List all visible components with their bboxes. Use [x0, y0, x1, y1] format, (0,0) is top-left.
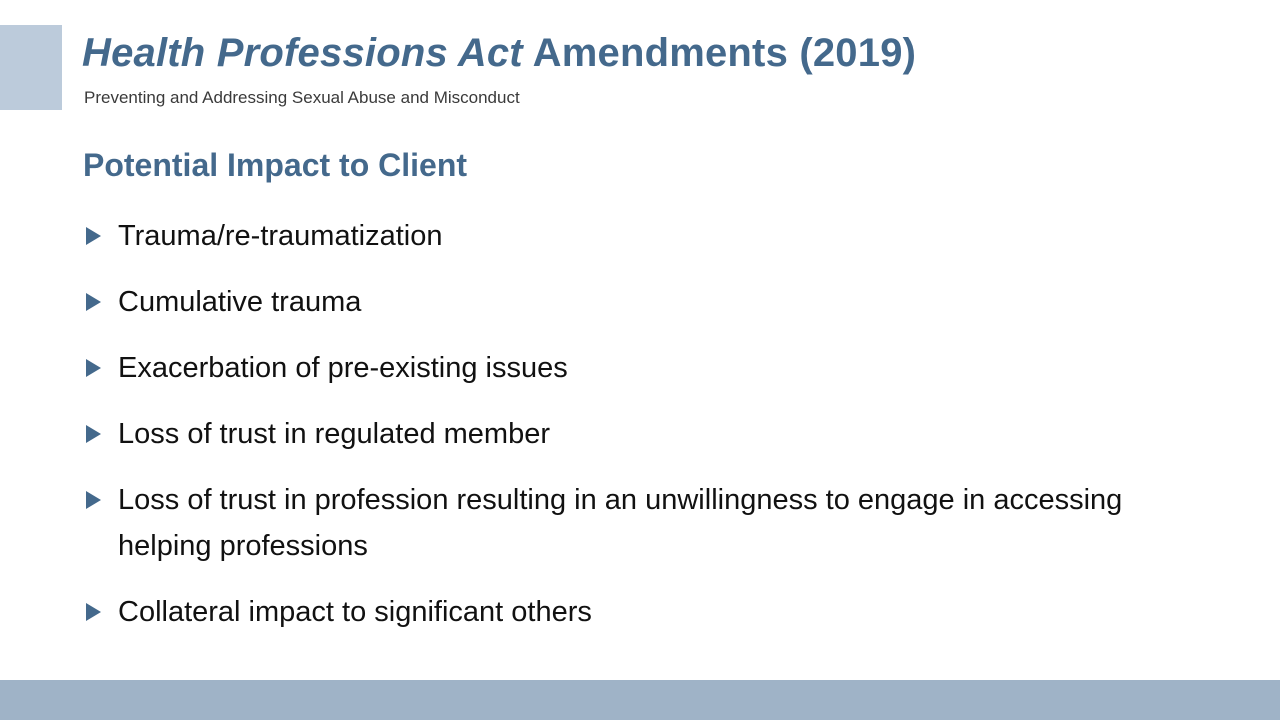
- triangle-right-icon: [86, 491, 101, 509]
- triangle-right-icon: [86, 603, 101, 621]
- triangle-right-icon: [86, 425, 101, 443]
- bullet-text: Exacerbation of pre-existing issues: [118, 352, 568, 384]
- bullet-item: [86, 218, 1186, 259]
- bullet-text: Loss of trust in profession resulting in an unwillingness to engage in accessing helping professions: [118, 484, 1123, 562]
- bullet-item: [86, 284, 1186, 325]
- triangle-right-icon: [86, 293, 101, 311]
- bullet-item: [86, 416, 1186, 457]
- bullet-item: [86, 350, 1186, 391]
- bullet-item: [86, 482, 1186, 569]
- slide-title: [82, 28, 916, 78]
- bullet-text: Loss of trust in regulated member: [118, 418, 550, 450]
- slide-title-rest: Amendments (2019): [522, 31, 917, 75]
- triangle-right-icon: [86, 359, 101, 377]
- triangle-right-icon: [86, 227, 101, 245]
- bullet-text: Trauma/re-traumatization: [118, 220, 443, 252]
- bullet-text: Cumulative trauma: [118, 286, 362, 318]
- slide-subtitle: Preventing and Addressing Sexual Abuse and Misconduct: [84, 88, 520, 107]
- bullet-item: [86, 594, 1186, 635]
- footer-bar: [0, 680, 1280, 720]
- slide-title-italic: Health Professions Act: [82, 31, 523, 75]
- title-accent-block: [0, 25, 62, 110]
- bullet-text: Collateral impact to significant others: [118, 596, 592, 628]
- section-heading: Potential Impact to Client: [83, 147, 468, 183]
